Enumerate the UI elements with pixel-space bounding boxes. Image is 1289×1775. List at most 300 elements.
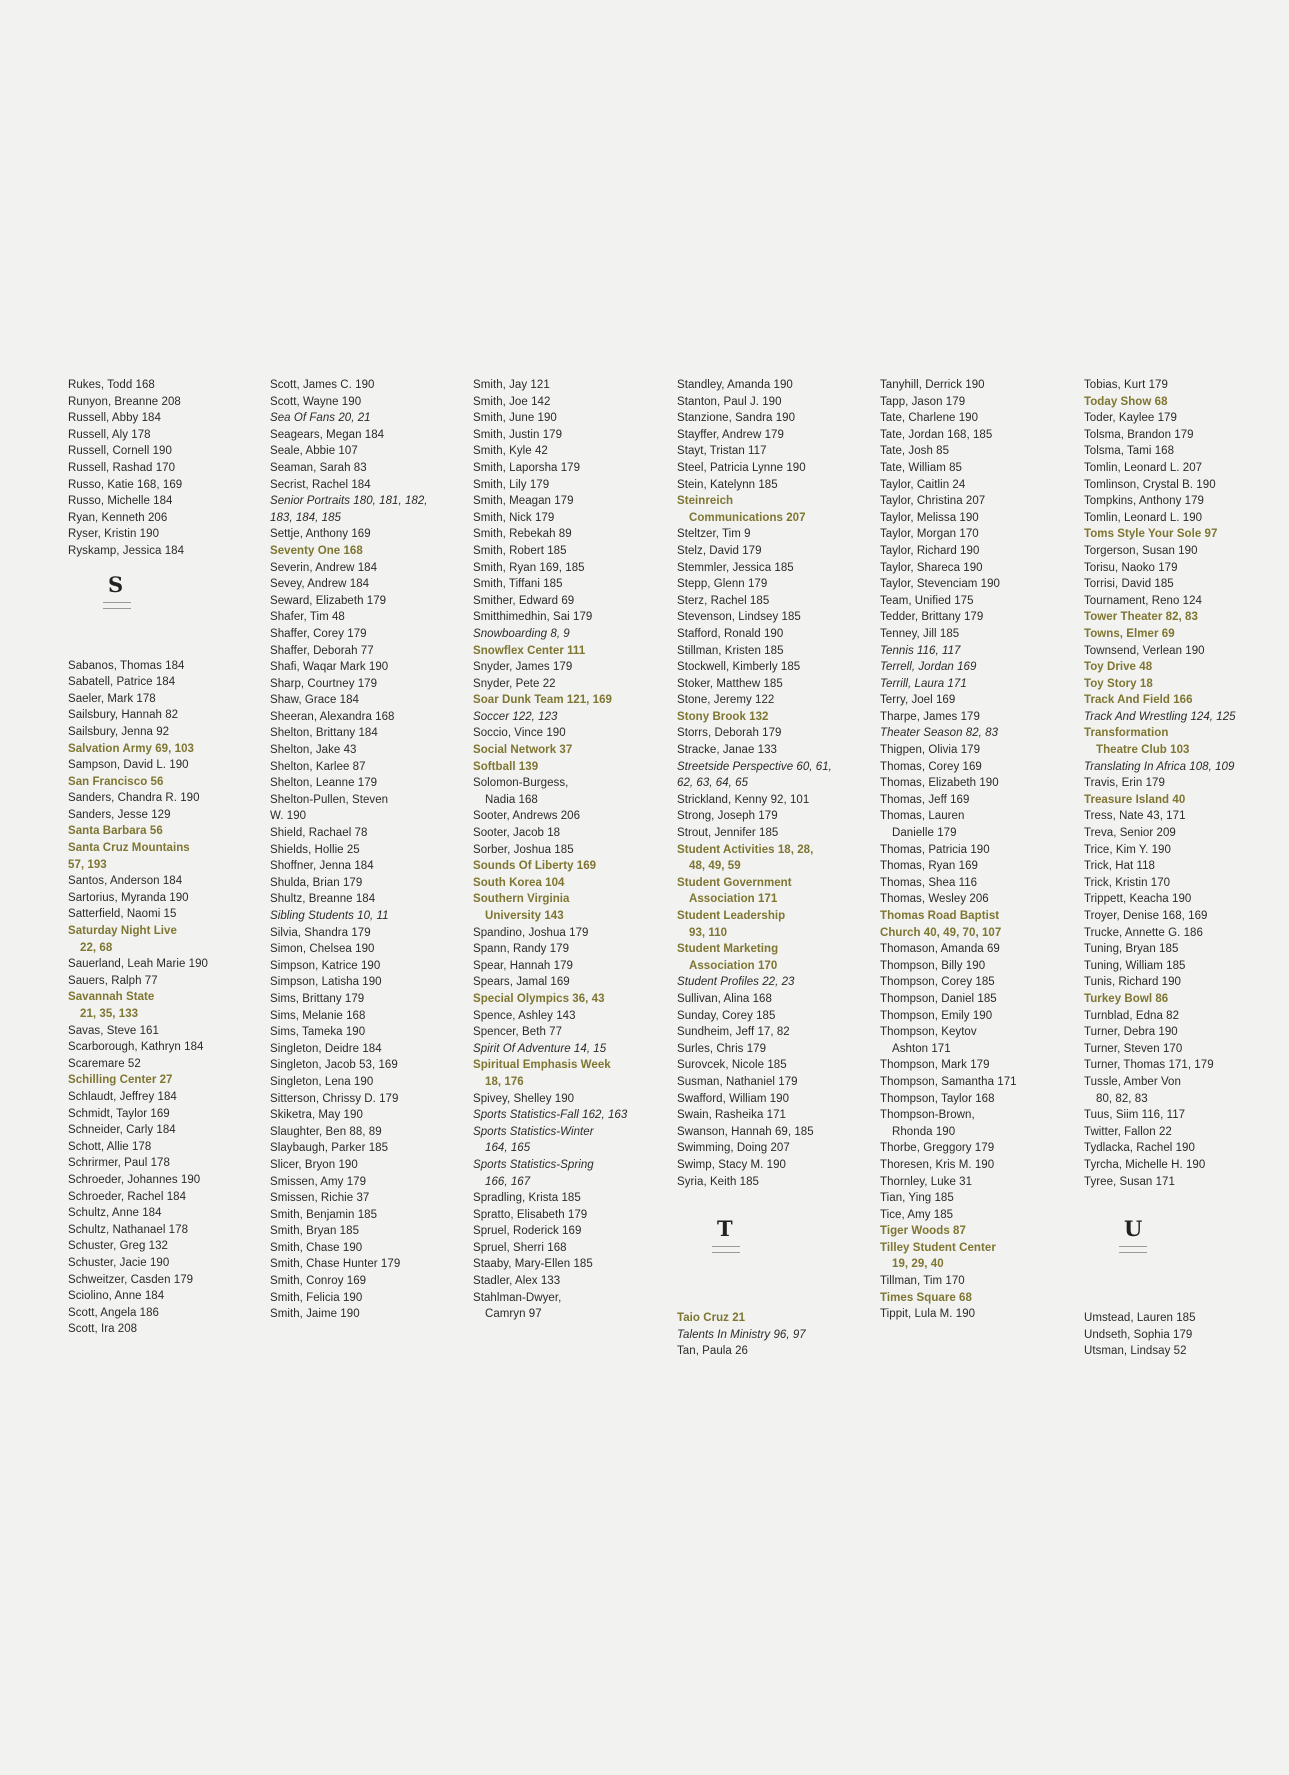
index-section-entry: Sea Of Fans 20, 21 bbox=[270, 412, 371, 425]
index-name-entry: Spivey, Shelley 190 bbox=[473, 1092, 575, 1105]
index-name-entry: Taylor, Melissa 190 bbox=[880, 511, 979, 524]
index-name-entry: Tan, Paula 26 bbox=[677, 1345, 748, 1358]
index-name-entry: Stein, Katelynn 185 bbox=[677, 478, 778, 491]
index-name-entry: Scott, Angela 186 bbox=[68, 1306, 160, 1319]
index-name-entry: Stepp, Glenn 179 bbox=[677, 578, 768, 591]
index-name-entry: Thomas, Wesley 206 bbox=[880, 893, 989, 906]
index-name-entry: Smith, Jay 121 bbox=[473, 379, 550, 391]
index-section-entry: Talents In Ministry 96, 97 bbox=[677, 1328, 806, 1341]
index-section-entry: Sports Statistics-Spring bbox=[473, 1158, 594, 1171]
index-name-entry: Schweitzer, Casden 179 bbox=[68, 1273, 194, 1286]
index-name-entry: Ryser, Kristin 190 bbox=[68, 528, 160, 541]
index-name-entry: Swimp, Stacy M. 190 bbox=[677, 1158, 786, 1171]
index-name-entry: Sharp, Courtney 179 bbox=[270, 677, 378, 690]
index-name-entry: Russell, Rashad 170 bbox=[68, 461, 176, 474]
index-name-entry: Smith, Kyle 42 bbox=[473, 445, 548, 458]
index-name-entry: Smith, Lily 179 bbox=[473, 478, 550, 491]
index-name-entry: Shelton, Jake 43 bbox=[270, 744, 357, 757]
index-name-entry: Secrist, Rachel 184 bbox=[270, 478, 371, 491]
index-name-entry: Scarborough, Kathryn 184 bbox=[68, 1041, 204, 1054]
index-name-entry: Shafi, Waqar Mark 190 bbox=[270, 661, 389, 674]
index-topic-entry: Transformation bbox=[1084, 727, 1169, 740]
index-name-entry: Tippit, Lula M. 190 bbox=[880, 1308, 976, 1321]
index-topic-entry: Santa Cruz Mountains bbox=[68, 842, 190, 855]
index-name-entry: Schultz, Nathanael 178 bbox=[68, 1223, 189, 1236]
index-name-entry: Troyer, Denise 168, 169 bbox=[1084, 910, 1208, 922]
index-name-entry: Shields, Hollie 25 bbox=[270, 843, 360, 856]
index-name-entry: Turner, Steven 170 bbox=[1084, 1042, 1183, 1055]
index-topic-entry: Saturday Night Live bbox=[68, 925, 177, 938]
index-name-entry: Sabatell, Patrice 184 bbox=[68, 676, 176, 689]
index-name-entry: Schmidt, Taylor 169 bbox=[68, 1107, 170, 1120]
index-name-entry: Solomon-Burgess, bbox=[473, 777, 569, 790]
index-name-entry: Smith, Chase Hunter 179 bbox=[270, 1258, 401, 1271]
index-name-entry: Russell, Abby 184 bbox=[68, 412, 161, 425]
index-name-entry: Tanyhill, Derrick 190 bbox=[880, 379, 985, 391]
index-topic-entry: Savannah State bbox=[68, 991, 155, 1004]
index-name-entry: Sauers, Ralph 77 bbox=[68, 974, 158, 987]
index-topic-entry: Track And Field 166 bbox=[1084, 694, 1193, 707]
index-name-entry: Torrisi, David 185 bbox=[1084, 578, 1174, 591]
index-name-entry: Thomas, Shea 116 bbox=[880, 876, 978, 889]
index-name-entry: Trice, Kim Y. 190 bbox=[1084, 843, 1171, 856]
index-name-entry: Trippett, Keacha 190 bbox=[1084, 893, 1192, 906]
index-name-entry: Stadler, Alex 133 bbox=[473, 1275, 561, 1288]
letter-rule bbox=[1119, 1246, 1147, 1253]
index-name-entry: Smith, June 190 bbox=[473, 412, 557, 425]
index-section-entry: 62, 63, 64, 65 bbox=[677, 777, 749, 790]
index-name-entry: Thompson, Corey 185 bbox=[880, 976, 995, 989]
index-name-entry: Smith, Rebekah 89 bbox=[473, 528, 572, 541]
index-name-entry: Tunis, Richard 190 bbox=[1084, 976, 1181, 989]
index-name-entry: Undseth, Sophia 179 bbox=[1084, 1328, 1193, 1341]
index-name-entry: Shulda, Brian 179 bbox=[270, 876, 363, 889]
index-name-entry: Sciolino, Anne 184 bbox=[68, 1290, 165, 1303]
index-topic-entry: Student Marketing bbox=[677, 943, 779, 956]
index-name-entry: Team, Unified 175 bbox=[880, 594, 974, 607]
index-name-entry: Savas, Steve 161 bbox=[68, 1024, 159, 1037]
index-name-entry: Schultz, Anne 184 bbox=[68, 1207, 162, 1220]
index-name-entry: Thomas, Patricia 190 bbox=[880, 843, 990, 856]
index-name-entry: Saeler, Mark 178 bbox=[68, 692, 156, 705]
index-topic-entry: South Korea 104 bbox=[473, 876, 565, 889]
index-name-entry: Sailsbury, Hannah 82 bbox=[68, 709, 179, 722]
index-name-entry: Smith, Benjamin 185 bbox=[270, 1208, 378, 1221]
index-topic-entry: Tower Theater 82, 83 bbox=[1084, 611, 1198, 624]
index-name-entry: Shaffer, Corey 179 bbox=[270, 627, 367, 640]
index-name-entry: Scott, Ira 208 bbox=[68, 1323, 138, 1336]
index-name-entry: Stoker, Matthew 185 bbox=[677, 677, 783, 690]
index-name-entry: Sampson, David L. 190 bbox=[68, 759, 189, 772]
index-name-entry: Tharpe, James 179 bbox=[880, 710, 980, 723]
index-topic-entry: Stony Brook 132 bbox=[677, 710, 769, 723]
index-name-entry: Nadia 168 bbox=[485, 793, 538, 806]
index-name-entry: Turner, Debra 190 bbox=[1084, 1026, 1178, 1039]
index-name-entry: Thompson, Keytov bbox=[880, 1026, 977, 1039]
index-name-entry: Sims, Melanie 168 bbox=[270, 1009, 366, 1022]
index-topic-entry: 19, 29, 40 bbox=[892, 1258, 944, 1271]
index-name-entry: Ryskamp, Jessica 184 bbox=[68, 544, 185, 557]
index-name-entry: Tenney, Jill 185 bbox=[880, 627, 960, 640]
index-topic-entry: Seventy One 168 bbox=[270, 544, 363, 557]
index-name-entry: Tate, Josh 85 bbox=[880, 445, 950, 458]
index-name-entry: Russell, Aly 178 bbox=[68, 428, 151, 441]
index-topic-entry: Softball 139 bbox=[473, 760, 539, 773]
index-name-entry: Susman, Nathaniel 179 bbox=[677, 1075, 798, 1088]
index-name-entry: Twitter, Fallon 22 bbox=[1084, 1125, 1172, 1138]
index-name-entry: Slaughter, Ben 88, 89 bbox=[270, 1125, 382, 1138]
index-name-entry: Soccio, Vince 190 bbox=[473, 727, 566, 740]
index-name-entry: Sullivan, Alina 168 bbox=[677, 992, 772, 1005]
index-section-entry: Tennis 116, 117 bbox=[880, 644, 961, 657]
index-name-entry: Utsman, Lindsay 52 bbox=[1084, 1345, 1187, 1358]
index-name-entry: Thompson, Mark 179 bbox=[880, 1059, 990, 1072]
index-topic-entry: Treasure Island 40 bbox=[1084, 793, 1186, 806]
index-name-entry: Sims, Tameka 190 bbox=[270, 1026, 366, 1039]
index-name-entry: Thomas, Ryan 169 bbox=[880, 860, 978, 873]
index-name-entry: Strong, Joseph 179 bbox=[677, 810, 778, 823]
index-name-entry: Taylor, Morgan 170 bbox=[880, 528, 979, 541]
index-name-entry: Tyree, Susan 171 bbox=[1084, 1175, 1175, 1188]
index-name-entry: Thorbe, Greggory 179 bbox=[880, 1142, 995, 1155]
index-name-entry: Shelton, Karlee 87 bbox=[270, 760, 366, 773]
index-name-entry: Shultz, Breanne 184 bbox=[270, 893, 376, 906]
index-name-entry: Thompson, Taylor 168 bbox=[880, 1092, 995, 1105]
index-name-entry: Swimming, Doing 207 bbox=[677, 1142, 790, 1155]
index-topic-entry: 57, 193 bbox=[68, 858, 107, 871]
index-topic-entry: Steinreich bbox=[677, 495, 734, 508]
index-name-entry: Stone, Jeremy 122 bbox=[677, 694, 775, 707]
index-name-entry: Tomlin, Leonard L. 190 bbox=[1084, 511, 1203, 524]
index-name-entry: Tapp, Jason 179 bbox=[880, 395, 966, 408]
index-name-entry: Stanzione, Sandra 190 bbox=[677, 412, 796, 425]
index-name-entry: Swain, Rasheika 171 bbox=[677, 1109, 786, 1122]
index-name-entry: Thomason, Amanda 69 bbox=[880, 943, 1000, 956]
index-name-entry: Trick, Hat 118 bbox=[1084, 860, 1155, 873]
index-section-entry: Terrell, Jordan 169 bbox=[880, 661, 977, 674]
index-name-entry: Smith, Laporsha 179 bbox=[473, 461, 581, 474]
index-section-entry: Senior Portraits 180, 181, 182, bbox=[270, 495, 428, 508]
index-name-entry: Satterfield, Naomi 15 bbox=[68, 908, 177, 921]
index-topic-entry: Towns, Elmer 69 bbox=[1084, 627, 1175, 640]
index-name-entry: Strickland, Kenny 92, 101 bbox=[677, 793, 810, 806]
index-name-entry: Santos, Anderson 184 bbox=[68, 875, 183, 888]
index-name-entry: W. 190 bbox=[270, 810, 307, 823]
letter-rule bbox=[712, 1246, 740, 1253]
index-name-entry: Smith, Conroy 169 bbox=[270, 1275, 367, 1288]
index-section-entry: Soccer 122, 123 bbox=[473, 710, 558, 723]
index-topic-entry: Student Leadership bbox=[677, 910, 786, 922]
index-topic-entry: Toms Style Your Sole 97 bbox=[1084, 528, 1218, 541]
index-name-entry: Smith, Bryan 185 bbox=[270, 1225, 360, 1238]
index-name-entry: Rukes, Todd 168 bbox=[68, 379, 155, 391]
index-topic-entry: Student Government bbox=[677, 876, 792, 889]
index-name-entry: Schuster, Jacie 190 bbox=[68, 1256, 170, 1269]
index-name-entry: Taylor, Richard 190 bbox=[880, 544, 980, 557]
index-name-entry: Spann, Randy 179 bbox=[473, 943, 570, 956]
index-topic-entry: Snowflex Center 111 bbox=[473, 644, 586, 657]
index-name-entry: Sartorius, Myranda 190 bbox=[68, 891, 189, 904]
index-name-entry: Tuning, William 185 bbox=[1084, 959, 1186, 972]
index-name-entry: Russo, Katie 168, 169 bbox=[68, 478, 183, 491]
index-name-entry: Singleton, Deidre 184 bbox=[270, 1042, 382, 1055]
index-name-entry: Sailsbury, Jenna 92 bbox=[68, 725, 170, 738]
index-name-entry: Smith, Chase 190 bbox=[270, 1241, 363, 1254]
index-topic-entry: Toy Story 18 bbox=[1084, 677, 1153, 690]
index-name-entry: Sooter, Andrews 206 bbox=[473, 810, 581, 823]
index-topic-entry: Thomas Road Baptist bbox=[880, 910, 1000, 922]
index-name-entry: Smith, Joe 142 bbox=[473, 395, 551, 408]
index-name-entry: Shelton-Pullen, Steven bbox=[270, 793, 389, 806]
index-name-entry: Syria, Keith 185 bbox=[677, 1175, 759, 1188]
index-name-entry: Stillman, Kristen 185 bbox=[677, 644, 784, 657]
index-name-entry: Ashton 171 bbox=[892, 1042, 951, 1055]
index-topic-entry: Theatre Club 103 bbox=[1096, 744, 1190, 757]
index-name-entry: Smith, Robert 185 bbox=[473, 544, 567, 557]
index-name-entry: Trick, Kristin 170 bbox=[1084, 876, 1171, 889]
index-section-entry: 183, 184, 185 bbox=[270, 511, 341, 524]
index-section-entry: Student Profiles 22, 23 bbox=[677, 976, 795, 989]
index-section-entry: Sports Statistics-Winter bbox=[473, 1125, 594, 1138]
index-name-entry: Stafford, Ronald 190 bbox=[677, 627, 784, 640]
index-name-entry: Stayt, Tristan 117 bbox=[677, 445, 767, 458]
index-name-entry: Smith, Nick 179 bbox=[473, 511, 555, 524]
index-name-entry: Thomas, Jeff 169 bbox=[880, 793, 970, 806]
index-name-entry: Smith, Tiffani 185 bbox=[473, 578, 563, 591]
index-name-entry: Scaremare 52 bbox=[68, 1057, 141, 1070]
index-name-entry: Schuster, Greg 132 bbox=[68, 1240, 168, 1253]
index-column-3 bbox=[473, 377, 669, 1323]
index-name-entry: Tomlinson, Crystal B. 190 bbox=[1084, 478, 1216, 491]
index-name-entry: Stockwell, Kimberly 185 bbox=[677, 661, 801, 674]
index-section-entry: Spirit Of Adventure 14, 15 bbox=[473, 1042, 607, 1055]
index-topic-entry: Turkey Bowl 86 bbox=[1084, 992, 1169, 1005]
index-name-entry: Tyrcha, Michelle H. 190 bbox=[1084, 1158, 1206, 1171]
index-topic-entry: 22, 68 bbox=[80, 941, 113, 954]
index-name-entry: Tress, Nate 43, 171 bbox=[1084, 810, 1186, 823]
index-topic-entry: Soar Dunk Team 121, 169 bbox=[473, 694, 613, 707]
index-name-entry: Tobias, Kurt 179 bbox=[1084, 379, 1168, 391]
letter-rule bbox=[103, 602, 131, 609]
index-name-entry: Townsend, Verlean 190 bbox=[1084, 644, 1205, 657]
index-name-entry: Smith, Jaime 190 bbox=[270, 1308, 360, 1321]
index-name-entry: Spradling, Krista 185 bbox=[473, 1192, 581, 1205]
index-topic-entry: Tiger Woods 87 bbox=[880, 1225, 966, 1238]
index-name-entry: Torisu, Naoko 179 bbox=[1084, 561, 1178, 574]
index-name-entry: Sauerland, Leah Marie 190 bbox=[68, 958, 208, 971]
index-name-entry: Spandino, Joshua 179 bbox=[473, 926, 589, 939]
index-column-1 bbox=[68, 377, 264, 1338]
index-name-entry: Staaby, Mary-Ellen 185 bbox=[473, 1258, 593, 1271]
index-name-entry: Spence, Ashley 143 bbox=[473, 1009, 576, 1022]
index-name-entry: Taylor, Shareca 190 bbox=[880, 561, 983, 574]
index-name-entry: Swafford, William 190 bbox=[677, 1092, 790, 1105]
section-letter: S bbox=[108, 571, 124, 597]
index-name-entry: Spencer, Beth 77 bbox=[473, 1026, 563, 1039]
index-name-entry: Tuus, Siim 116, 117 bbox=[1084, 1109, 1186, 1122]
index-topic-entry: Taio Cruz 21 bbox=[677, 1312, 746, 1325]
index-topic-entry: Association 171 bbox=[689, 893, 778, 906]
index-name-entry: Spratto, Elisabeth 179 bbox=[473, 1208, 588, 1221]
index-topic-entry: Salvation Army 69, 103 bbox=[68, 742, 194, 755]
index-name-entry: Schneider, Carly 184 bbox=[68, 1124, 176, 1137]
index-name-entry: Stemmler, Jessica 185 bbox=[677, 561, 794, 574]
index-name-entry: Smither, Edward 69 bbox=[473, 594, 575, 607]
index-name-entry: Turner, Thomas 171, 179 bbox=[1084, 1059, 1214, 1072]
index-name-entry: Taylor, Caitlin 24 bbox=[880, 478, 966, 491]
index-name-entry: Spruel, Roderick 169 bbox=[473, 1225, 582, 1238]
index-name-entry: Sabanos, Thomas 184 bbox=[68, 659, 185, 672]
index-topic-entry: University 143 bbox=[485, 910, 564, 922]
index-name-entry: Simon, Chelsea 190 bbox=[270, 943, 375, 956]
section-letter: U bbox=[1124, 1216, 1143, 1242]
index-name-entry: Singleton, Jacob 53, 169 bbox=[270, 1059, 398, 1072]
index-name-entry: Smith, Justin 179 bbox=[473, 428, 563, 441]
index-name-entry: Seaman, Sarah 83 bbox=[270, 461, 367, 474]
index-name-entry: Thompson, Samantha 171 bbox=[880, 1075, 1017, 1088]
index-topic-entry: Today Show 68 bbox=[1084, 395, 1168, 408]
index-name-entry: Scott, James C. 190 bbox=[270, 379, 375, 391]
index-name-entry: Scott, Wayne 190 bbox=[270, 395, 362, 408]
index-name-entry: Tuning, Bryan 185 bbox=[1084, 943, 1179, 956]
index-name-entry: Schrirmer, Paul 178 bbox=[68, 1157, 170, 1170]
index-name-entry: Shaffer, Deborah 77 bbox=[270, 644, 374, 657]
index-name-entry: Stracke, Janae 133 bbox=[677, 744, 777, 757]
index-name-entry: Schroeder, Johannes 190 bbox=[68, 1173, 201, 1186]
index-name-entry: Sundheim, Jeff 17, 82 bbox=[677, 1026, 790, 1039]
index-name-entry: Stayffer, Andrew 179 bbox=[677, 428, 784, 441]
index-name-entry: Shelton, Leanne 179 bbox=[270, 777, 378, 790]
index-name-entry: Tydlacka, Rachel 190 bbox=[1084, 1142, 1195, 1155]
index-column-5 bbox=[880, 377, 1076, 1323]
index-section-entry: 164, 165 bbox=[485, 1142, 531, 1155]
index-name-entry: Smitthimedhin, Sai 179 bbox=[473, 611, 593, 624]
index-topic-entry: Spiritual Emphasis Week bbox=[473, 1059, 611, 1072]
index-name-entry: Thompson-Brown, bbox=[880, 1109, 975, 1122]
index-name-entry: Camryn 97 bbox=[485, 1308, 542, 1321]
index-name-entry: Steltzer, Tim 9 bbox=[677, 528, 751, 541]
index-name-entry: Smith, Ryan 169, 185 bbox=[473, 561, 585, 574]
index-name-entry: Ryan, Kenneth 206 bbox=[68, 511, 168, 524]
index-topic-entry: Special Olympics 36, 43 bbox=[473, 992, 605, 1005]
index-name-entry: Russo, Michelle 184 bbox=[68, 495, 173, 508]
index-name-entry: Tice, Amy 185 bbox=[880, 1208, 954, 1221]
index-name-entry: Schlaudt, Jeffrey 184 bbox=[68, 1090, 177, 1103]
index-name-entry: Shelton, Brittany 184 bbox=[270, 727, 378, 740]
index-name-entry: Tian, Ying 185 bbox=[880, 1192, 954, 1205]
index-topic-entry: 48, 49, 59 bbox=[689, 860, 741, 873]
index-topic-entry: 18, 176 bbox=[485, 1075, 524, 1088]
index-column-2 bbox=[270, 377, 466, 1323]
index-name-entry: Snyder, Pete 22 bbox=[473, 677, 556, 690]
index-name-entry: Snyder, James 179 bbox=[473, 661, 573, 674]
index-topic-entry: Student Activities 18, 28, bbox=[677, 843, 814, 856]
index-name-entry: Tate, Charlene 190 bbox=[880, 412, 979, 425]
index-topic-entry: Santa Barbara 56 bbox=[68, 825, 163, 838]
index-name-entry: Steel, Patricia Lynne 190 bbox=[677, 461, 806, 474]
index-topic-entry: Sounds Of Liberty 169 bbox=[473, 860, 597, 873]
index-name-entry: Treva, Senior 209 bbox=[1084, 827, 1176, 840]
letter-divider bbox=[677, 1190, 873, 1310]
index-name-entry: Terry, Joel 169 bbox=[880, 694, 956, 707]
index-name-entry: Seward, Elizabeth 179 bbox=[270, 594, 387, 607]
index-name-entry: Tolsma, Brandon 179 bbox=[1084, 428, 1194, 441]
index-topic-entry: Schilling Center 27 bbox=[68, 1074, 173, 1087]
index-name-entry: Shafer, Tim 48 bbox=[270, 611, 345, 624]
index-topic-entry: Social Network 37 bbox=[473, 744, 573, 757]
index-name-entry: Shoffner, Jenna 184 bbox=[270, 860, 374, 873]
index-name-entry: Spruel, Sherri 168 bbox=[473, 1241, 567, 1254]
index-name-entry: Taylor, Christina 207 bbox=[880, 495, 986, 508]
index-topic-entry: Southern Virginia bbox=[473, 893, 570, 906]
index-name-entry: Skiketra, May 190 bbox=[270, 1109, 363, 1122]
index-topic-entry: Times Square 68 bbox=[880, 1291, 972, 1304]
index-name-entry: Tate, William 85 bbox=[880, 461, 962, 474]
index-section-entry: Theater Season 82, 83 bbox=[880, 727, 999, 740]
index-section-entry: Track And Wrestling 124, 125 bbox=[1084, 710, 1236, 723]
index-name-entry: Shield, Rachael 78 bbox=[270, 827, 368, 840]
index-name-entry: Tournament, Reno 124 bbox=[1084, 594, 1202, 607]
index-name-entry: Sterz, Rachel 185 bbox=[677, 594, 770, 607]
index-name-entry: Rhonda 190 bbox=[892, 1125, 956, 1138]
index-name-entry: Tomlin, Leonard L. 207 bbox=[1084, 461, 1203, 474]
index-name-entry: Stelz, David 179 bbox=[677, 544, 762, 557]
index-name-entry: Spears, Jamal 169 bbox=[473, 976, 570, 989]
index-name-entry: Thompson, Daniel 185 bbox=[880, 992, 997, 1005]
index-name-entry: 80, 82, 83 bbox=[1096, 1092, 1148, 1105]
index-name-entry: Danielle 179 bbox=[892, 827, 957, 840]
index-name-entry: Schott, Allie 178 bbox=[68, 1140, 152, 1153]
index-topic-entry: Toy Drive 48 bbox=[1084, 661, 1153, 674]
index-section-entry: Snowboarding 8, 9 bbox=[473, 627, 570, 640]
index-name-entry: Umstead, Lauren 185 bbox=[1084, 1312, 1196, 1325]
index-name-entry: Smith, Felicia 190 bbox=[270, 1291, 363, 1304]
index-name-entry: Sorber, Joshua 185 bbox=[473, 843, 574, 856]
index-name-entry: Taylor, Stevenciam 190 bbox=[880, 578, 1000, 591]
index-name-entry: Slicer, Bryon 190 bbox=[270, 1158, 358, 1171]
index-section-entry: Sibling Students 10, 11 bbox=[270, 910, 389, 922]
index-name-entry: Sims, Brittany 179 bbox=[270, 992, 365, 1005]
letter-divider bbox=[1084, 1190, 1280, 1310]
index-name-entry: Russell, Cornell 190 bbox=[68, 445, 172, 458]
index-name-entry: Thigpen, Olivia 179 bbox=[880, 744, 981, 757]
index-name-entry: Sevey, Andrew 184 bbox=[270, 578, 370, 591]
index-name-entry: Seale, Abbie 107 bbox=[270, 445, 358, 458]
index-name-entry: Tedder, Brittany 179 bbox=[880, 611, 984, 624]
index-name-entry: Shaw, Grace 184 bbox=[270, 694, 359, 707]
section-letter: T bbox=[717, 1216, 733, 1242]
index-name-entry: Sitterson, Chrissy D. 179 bbox=[270, 1092, 399, 1105]
index-name-entry: Trucke, Annette G. 186 bbox=[1084, 926, 1203, 939]
index-name-entry: Stahlman-Dwyer, bbox=[473, 1291, 562, 1304]
index-name-entry: Sanders, Chandra R. 190 bbox=[68, 792, 200, 805]
index-name-entry: Torgerson, Susan 190 bbox=[1084, 544, 1198, 557]
index-name-entry: Seagears, Megan 184 bbox=[270, 428, 385, 441]
index-name-entry: Thornley, Luke 31 bbox=[880, 1175, 973, 1188]
index-name-entry: Tussle, Amber Von bbox=[1084, 1075, 1181, 1088]
index-name-entry: Sooter, Jacob 18 bbox=[473, 827, 561, 840]
index-name-entry: Thompson, Billy 190 bbox=[880, 959, 986, 972]
index-name-entry: Strout, Jennifer 185 bbox=[677, 827, 779, 840]
index-name-entry: Travis, Erin 179 bbox=[1084, 777, 1165, 790]
index-name-entry: Settje, Anthony 169 bbox=[270, 528, 371, 541]
index-section-entry: Sports Statistics-Fall 162, 163 bbox=[473, 1109, 628, 1122]
index-name-entry: Stevenson, Lindsey 185 bbox=[677, 611, 801, 624]
index-name-entry: Surovcek, Nicole 185 bbox=[677, 1059, 787, 1072]
index-topic-entry: 93, 110 bbox=[689, 926, 728, 939]
index-name-entry: Schroeder, Rachel 184 bbox=[68, 1190, 187, 1203]
index-topic-entry: Church 40, 49, 70, 107 bbox=[880, 926, 1002, 939]
